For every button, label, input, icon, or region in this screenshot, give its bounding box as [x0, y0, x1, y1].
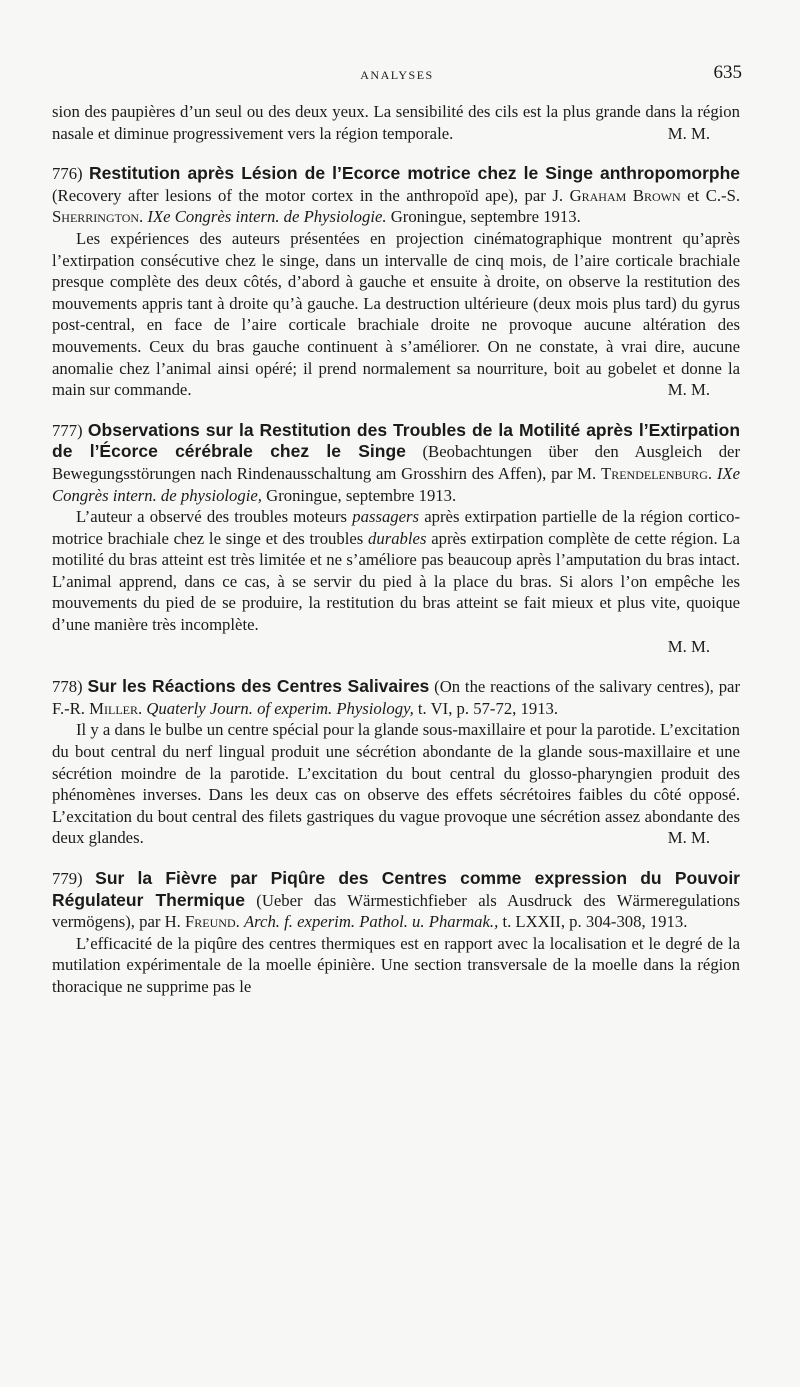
entry-heading: Restitution après Lésion de l’Ecorce motrice chez le Singe anthropomorphe — [88, 163, 740, 184]
entry-signature: M. M. — [667, 828, 710, 848]
page-content — [52, 101, 740, 998]
entry-body — [52, 228, 740, 401]
entry-title — [52, 420, 740, 506]
author-name: Miller. — [89, 698, 143, 718]
entry-778 — [52, 676, 740, 849]
entry-place-date: t. VI, p. 57-72, 1913. — [417, 698, 559, 718]
author-name: Graham Brown — [569, 185, 681, 205]
author2-name: Sherrington. — [52, 207, 144, 227]
entry-number: 778) — [52, 677, 83, 697]
entry-title — [52, 163, 740, 228]
entry-body — [52, 933, 740, 998]
entry-heading: Sur la Fièvre par Piqûre des Centres comme expression du Pouvoir Régulateur Thermique — [52, 868, 740, 910]
intro-paragraph — [52, 101, 740, 144]
entry-source: IXe Congrès intern. de physiologie, — [52, 463, 741, 505]
entry-body — [52, 506, 740, 636]
entry-signature: M. M. — [667, 636, 710, 656]
author-initial: H. — [164, 912, 181, 932]
entry-777 — [52, 420, 740, 658]
entry-heading: Observations sur la Restitution des Troubles de la Motilité après l’Extirpation de l’Écorce cérébrale chez le Singe — [52, 419, 741, 462]
author-connector: et — [687, 185, 700, 205]
entry-body-part2: après extirpation partielle de la région cortico-motrice brachiale chez le singe et des troubles — [52, 507, 741, 548]
entry-place-date: t. LXXII, p. 304-308, 1913. — [502, 912, 688, 932]
author-name: Trendelenburg. — [601, 463, 713, 483]
entry-body-text: Il y a dans le bulbe un centre spécial pour la glande sous-maxillaire et pour la parotide. L’excitation du bout central du nerf lingual produit une sécrétion abondante de la glande sous-maxillaire et une sécrétion moindre de la parotide. L’excitation du bout central du glosso-pharyngien produit des phénomènes inverses. Dans les deux cas on observe des effets sécrétoires faibles du côté opposé. L’excitation du bout central des filets gastriques du vague provoque une sécrétion assez abondante des deux glandes. — [52, 720, 740, 848]
entry-place-date: Groningue, septembre 1913. — [390, 207, 581, 227]
entry-signature: M. M. — [667, 380, 710, 400]
entry-body-part1: L’auteur a observé des troubles moteurs — [76, 507, 348, 527]
entry-translation: (Recovery after lesions of the motor cortex in the anthropoïd ape), par — [52, 185, 546, 205]
entry-translation: (Beobachtungen über den Ausgleich der Bewegungsstörungen nach Rindenausschaltung am Grosshirn des Affen), par M. — [52, 442, 741, 483]
intro-text: sion des paupières d’un seul ou des deux yeux. La sensibilité des cils est la plus grande dans la région nasale et diminue progressivement vers la région temporale. — [52, 102, 740, 143]
entry-place-date: Groningue, septembre 1913. — [266, 485, 457, 505]
running-title: ANALYSES — [360, 68, 434, 82]
entry-body-text: L’efficacité de la piqûre des centres thermiques est en rapport avec la localisation et le degré de la mutilation expérimentale de la moelle épinière. Une section transversale de la moelle dans la région thoracique ne supprime pas le — [52, 933, 740, 996]
entry-number: 779) — [52, 869, 83, 888]
entry-translation: (On the reactions of the salivary centres), par — [434, 677, 741, 697]
entry-heading: Sur les Réactions des Centres Salivaires — [87, 676, 430, 697]
entry-source: IXe Congrès intern. de Physiologie. — [147, 207, 387, 227]
entry-body-emphasis: durables — [368, 528, 427, 548]
entry-source: Quaterly Journ. of experim. Physiology, — [146, 698, 414, 718]
entry-779 — [52, 868, 740, 998]
author-initial: F.-R. — [52, 698, 85, 718]
entry-source: Arch. f. experim. Pathol. u. Pharmak., — [243, 912, 499, 932]
entry-number: 777) — [52, 420, 83, 440]
author-initial: J. — [552, 185, 564, 205]
author2-initial: C.-S. — [705, 185, 741, 205]
entry-number: 776) — [52, 164, 83, 184]
page-header — [52, 62, 742, 88]
intro-signature: M. M. — [667, 123, 710, 143]
entry-translation: (Ueber das Wärmestichfieber als Ausdruck des Wärmeregulations vermögens), par — [52, 890, 740, 932]
author-name: Freund. — [185, 912, 240, 932]
entry-body-text: Les expériences des auteurs présentées en projection cinématographique montrent qu’après l’extirpation consécutive chez le singe, dans un intervalle de cinq mois, de l’aire corticale brachiale presque complète des deux côtés, d’abord à gauche et ensuite à droite, on observe la restitution des mouvements appris tant à droite qu’à gauche. La destruction ultérieure (deux mois plus tard) du gyrus post-central, en face de l’aire corticale brachiale droite ne provoque aucune altération des mouvements. Ceux du bras gauche continuent à s’améliorer. On ne constate, à vrai dire, aucune anomalie chez l’animal ainsi opéré; il prend normalement sa nourriture, boit au gobelet et donne la main sur commande. — [52, 228, 740, 400]
entry-776 — [52, 163, 740, 401]
entry-title — [52, 676, 740, 719]
entry-body — [52, 719, 740, 849]
entry-body-part3: après extirpation complète de cette région. La motilité du bras atteint est très limitée et ne s’améliore pas beaucoup après l’amputation du bras intact. L’animal apprend, dans ce cas, à se servir du pied à la place du bras. Si alors l’on empêche les mouvements du pied de se produire, la restitution du bras atteint se fait mieux et plus vite, quoique d’une manière très incomplète. — [52, 528, 741, 635]
entry-body-emphasis: passagers — [352, 507, 420, 527]
entry-title — [52, 868, 740, 933]
page-number: 635 — [713, 62, 742, 83]
